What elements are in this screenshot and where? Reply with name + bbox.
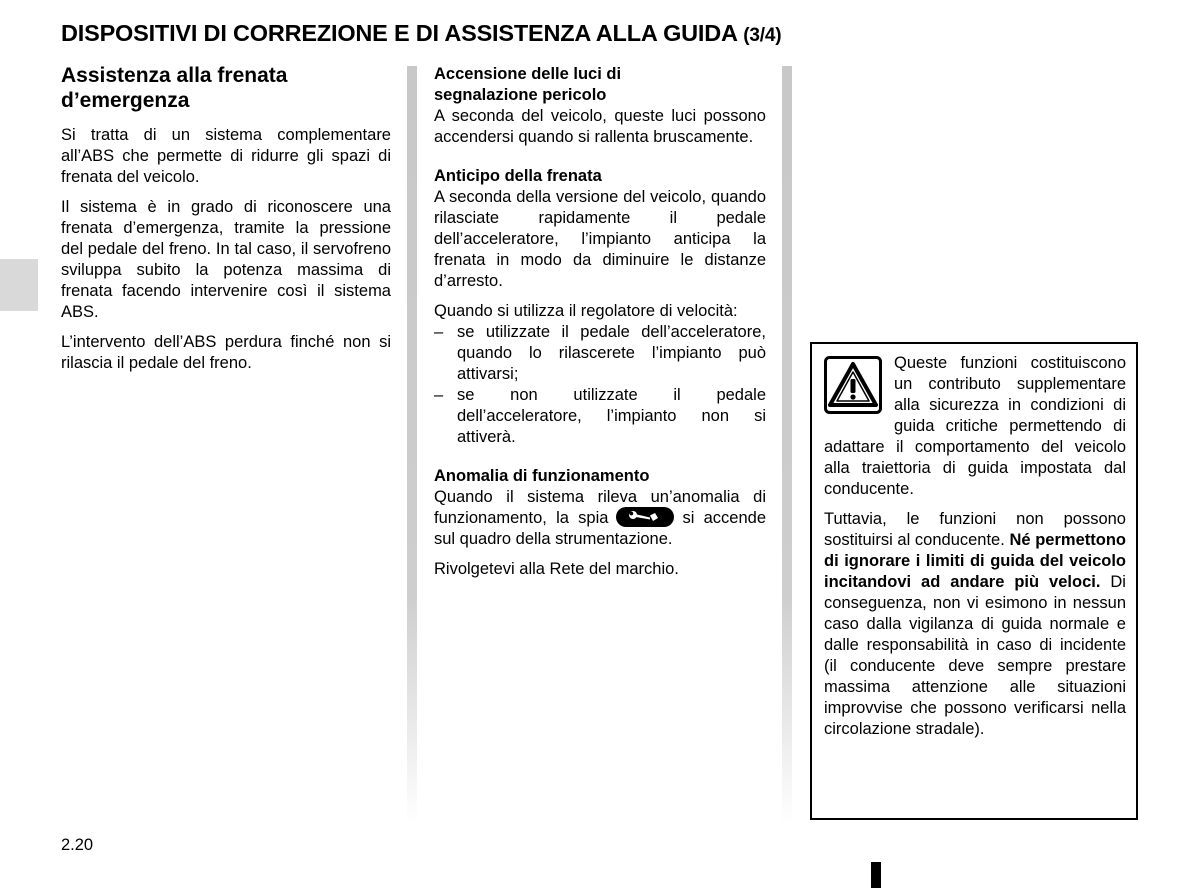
footer-marker	[871, 862, 881, 888]
paragraph-abs-duration: L’intervento dell’ABS perdura finché non si rilascia il pedale del freno.	[61, 333, 391, 372]
warning-p2-start: Tuttavia, le funzioni non possono sostituirsi al conducente.	[824, 510, 1126, 549]
subheading-malfunction: Anomalia di funzionamento	[434, 467, 650, 485]
paragraph-cruise-control-intro: Quando si utilizza il regolatore di velocità:	[434, 302, 738, 320]
paragraph-hazard-lights: A seconda del veicolo, queste luci possono accendersi quando si rallenta bruscamente.	[434, 107, 766, 146]
paragraph-recognition: Il sistema è in grado di riconoscere una frenata d’emergenza, tramite la pressione del pedale del freno. In tal caso, il servofreno sviluppa subito la potenza massima di frenata facendo intervenire così il sistema ABS.	[61, 198, 391, 321]
column-divider-right	[782, 66, 792, 824]
paragraph-complementary-system: Si tratta di un sistema complementare all’ABS che permette di ridurre gli spazi di frenata del veicolo.	[61, 126, 391, 186]
wrench-warning-light-icon	[616, 507, 674, 527]
paragraph-brake-anticipation: A seconda della versione del veicolo, quando rilasciate rapidamente il pedale dell’acceleratore, l’impianto anticipa la frenata in modo da diminuire le distanze d’arresto.	[434, 188, 766, 290]
warning-box	[810, 342, 1138, 820]
list-item	[434, 322, 766, 385]
subheading-hazard-lights	[434, 64, 766, 106]
column-emergency-braking	[61, 63, 391, 383]
warning-paragraph-1: Queste funzioni costituiscono un contributo supplementare alla sicurezza in condizioni di guida critiche permettendo di adattare il comportamento del veicolo alla traiettoria di guida impostata dal conducente.	[824, 354, 1126, 498]
malfunction-text-start: Quando il sistema rileva un’anomalia di funzionamento, la spia	[434, 488, 766, 527]
chapter-side-tab	[0, 259, 38, 311]
page-number: 2.20	[61, 836, 94, 854]
heading-line-2: d’emergenza	[61, 89, 190, 112]
heading-line-1: Assistenza alla frenata	[61, 64, 288, 87]
list-item	[434, 385, 766, 448]
page-title	[61, 20, 781, 47]
column-functions	[434, 64, 766, 580]
section-heading-emergency-braking	[61, 63, 391, 113]
paragraph-malfunction	[434, 487, 766, 550]
subheading-brake-anticipation: Anticipo della frenata	[434, 167, 602, 185]
list-dash: –	[434, 386, 444, 404]
malfunction-text-end: si accende sul quadro della strumentazione.	[434, 509, 767, 548]
warning-text	[824, 353, 1126, 740]
warning-p2-end: Di conseguenza, non vi esimono in nessun caso dalla vigilanza di guida normale e dalle responsabilità in caso di incidente (il conducente deve sempre prestare massima attenzione alle situazioni improvvise che possono verificarsi nella circolazione stradale).	[824, 573, 1126, 738]
column-divider-left	[407, 66, 417, 824]
warning-paragraph-2	[824, 509, 1126, 740]
list-item-text: se utilizzate il pedale dell’acceleratore, quando lo rilascerete l’impianto può attivarsi;	[457, 323, 766, 383]
list-dash: –	[434, 323, 444, 341]
subheading-line-2: segnalazione pericolo	[434, 86, 607, 104]
list-item-text: se non utilizzate il pedale dell’acceleratore, l’impianto non si attiverà.	[457, 386, 766, 446]
page-title-text: DISPOSITIVI DI CORREZIONE E DI ASSISTENZA ALLA GUIDA	[61, 20, 737, 46]
subheading-line-1: Accensione delle luci di	[434, 65, 622, 83]
paragraph-contact-network: Rivolgetevi alla Rete del marchio.	[434, 560, 679, 578]
warning-p2-emphasis: Né permettono di ignorare i limiti di guida del veicolo incitandovi ad andare più veloci.	[824, 531, 1126, 591]
page-part-indicator: (3/4)	[743, 25, 782, 46]
